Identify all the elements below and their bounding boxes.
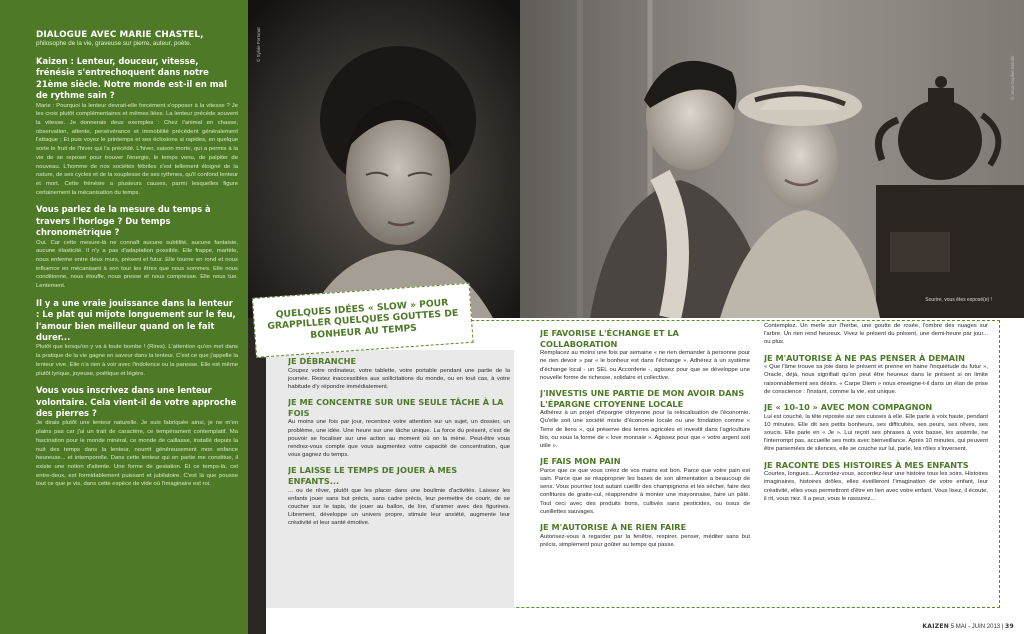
tip-body: Lui est couché, la tête reposée sur ses cuisses à elle. Elle parle à voix haute, pendant 10 minutes. Elle dit ses petits bonheurs, ses difficultés, ses peurs, ses rêves, ses soucis. Elle parle en « Je ». Lui reçoit ses phrases à voix basse, les assimile, ne l'interrompt pas, accueille ses mots avec bienveillance. Après 10 minutes, qui peuvent être parsemées de silences, elle se couche sur lui, parle, les rôles s'inversent. (764, 413, 988, 453)
tip-title: JE FAIS MON PAIN (540, 456, 621, 467)
photo-caption: Sourire, vous êtes exposé(e) ! (925, 297, 992, 303)
tip-body: Contemplez. Un merle sur l'herbe, une goutte de rosée, l'ombre des nuages sur l'arbre. Un rien rend heureux. Vivez le présent du présent, une demi-heure par jour... ou plus. (764, 323, 988, 346)
answer: Plutôt que lorsqu'on y va à toute bombe ! (Rires). L'attention qu'on met dans la pratique de la vie gagne en saveur dans la lenteur. C'est ce que j'appelle la lenteur vive. Elle n'a rien à voir avec l'indolence ou la paresse. Elle est même plutôt lyrique, joyeuse, poétique et légère. (36, 344, 238, 377)
tip-title: JE FAVORISE L'ÉCHANGE ET LA COLLABORATION (540, 328, 679, 349)
tip-body: ... ou de rêver, plutôt que les placer dans une boulimie d'activités. Laissez les enfants jouer sans but précis, sans cadre précis, leur permettre de courir, de se coucher sur le tapis, de jouer au ballon, de lire, d'animer avec des figurines. Librement, développe un univers propre, stimule leur anxiété, augmente leur créativité et leur santé émotive. (288, 487, 510, 527)
question: Il y a une vraie jouissance dans la lenteur : Le plat qui mijote longuement sur le feu, l'amour bien meilleur quand on le fait durer... (36, 297, 236, 343)
tips-column-1 (288, 350, 510, 608)
photo-credit-left: © Sylvie Fortunat (256, 27, 261, 62)
banner-title: QUELQUES IDÉES « SLOW » POUR GRAPPILLER QUELQUES GOUTTES DE BONHEUR AU TEMPS (267, 297, 459, 341)
tip-title: JE RACONTE DES HISTOIRES À MES ENFANTS (764, 459, 969, 470)
tip-body: Remplacez au moins une fois par semaine « ne rien demander à personne pour ne rien devoir » par « le bonheur est dans l'échange ». Adhérez à un système d'échange local - un SEL ou Accorderie -, agissez pour que se développe une nouvelle forme de richesse, solidaire et collective. (540, 350, 750, 381)
tip-body: Courtes, longues... Accordez-vous, accordez-leur une histoire tous les soirs. Histoires imaginaires, histoires drôles, elles éveilleront l'imagination de votre enfant, leur créativité, elles vous permettront d'être en lien avec votre enfant. Vous lisez, il écoute, il rit, vous riez. Il a peur, vous le rassurez... (764, 471, 988, 502)
answer: Oui. Car cette mesure-là ne connaît aucune subtilité, aucune fantaisie, aucune élasticité. Il n'y a pas d'adaptation possible. Elle frappe, martèle, nous enferme entre deux murs, présent et futur. Elle tourne en rond et nous influence en mécanisant à son tour les êtres que nous sommes. Elle nous conditionne, nous étouffe, nous presse et nous compresse. Elle nous tue. Lentement. (36, 239, 238, 290)
photo-bleed-strip (248, 318, 266, 634)
tips-column-2 (540, 322, 750, 608)
photo-area (248, 0, 1024, 318)
tip-title: J'INVESTIS UNE PARTIE DE MON AVOIR DANS L'ÉPARGNE CITOYENNE LOCALE (540, 388, 745, 409)
tip-title: JE LAISSE LE TEMPS DE JOUER À MES ENFANTS... (288, 465, 458, 486)
tip-body: Adhérez à un projet d'épargne citoyenne pour la relocalisation de l'économie. Qu'elle soit une société mixte d'économie locale ou une fondation comme « Terre de liens », qui préserve des terres agricoles et investit dans l'agriculture bio, ou sous la forme de « love monnaie ». Agissez pour que « votre argent soit utile ». (540, 410, 750, 449)
question: Kaizen : Lenteur, douceur, vitesse, frénésie s'entrechoquent dans notre 21ème siècle. Notre monde est-il en mal de rythme sain ? (36, 56, 227, 101)
photo-credit-right: © Jean-Sophie Moulin (1010, 55, 1015, 100)
tip-body: Parce que ce que vous créez de vos mains est bon. Parce que votre pain est sain. Parce que se réapproprier les bases de son alimentation a beaucoup de sens. Vous pourriez tout autant cueillir des champignons et les sécher, faire des confitures de gratte-cul, réapprendre à monter une mayonnaise, faire un pâté. Tout ceci avec des produits bons, cultivés sans pesticides, ou issus de cueillettes sauvages. (540, 467, 750, 515)
tip-body: Autorisez-vous à regarder par la fenêtre, respirer, penser, méditer sans but précis, simplement pour goûter au temps qui passe. (540, 533, 750, 548)
woman-portrait-photo (248, 0, 520, 318)
interview-heading: DIALOGUE AVEC MARIE CHASTEL, (36, 30, 204, 40)
tip-title: JE ME CONCENTRE SUR UNE SEULE TÂCHE À LA FOIS (288, 397, 504, 418)
page-number: 39 (1005, 623, 1014, 630)
tips-column-3 (764, 322, 988, 608)
tip-title: JE M'AUTORISE À NE RIEN FAIRE (540, 522, 687, 533)
answer: Je dirais plutôt une lenteur naturelle. Je suis fabriquée ainsi, je ne m'en plains pas car j'ai un trait de caractère, ce tempérament contemplatif. Ma fascination pour le monde minéral, ce monde de caillasse, installé depuis la nuit des temps dans la lenteur, nourrit généreusement mon enfance heureuse... et intemporelle. Dans cette lenteur qui en partie me constitue, il existe une notion d'attente. Une forme de gestation. Et ce temps-là, cet entre-deux, est formidablement puissant et jubilatoire. C'est là que pousse tout ce que je vis, dans cette espèce de vide où l'imaginaire est roi. (36, 420, 238, 488)
page-footer: KAIZEN 5 MAI - JUIN 2013 | 39 (922, 623, 1014, 630)
issue-info: 5 MAI - JUIN 2013 (950, 624, 1001, 630)
tip-title: JE « 10-10 » AVEC MON COMPAGNON (764, 402, 933, 413)
tip-body: « Que l'âme trouve sa joie dans le présent et prenne en haine l'inquiétude du futur », Oracle, déjà, nous signifiait qu'on peut être heureux dans le présent si on limite raisonnablement ses désirs. « Carpe Diem » nous enseigne-t-il dans un élan de prise de conscience : l'instant, comme la vie, est unique. (764, 364, 988, 395)
tip-title: JE M'AUTORISE À NE PAS PENSER À DEMAIN (764, 352, 965, 363)
question: Vous parlez de la mesure du temps à travers l'horloge ? Du temps chronométrique ? (36, 204, 211, 238)
couple-photo (520, 0, 1024, 318)
question: Vous vous inscrivez dans une lenteur volontaire. Cela vient-il de votre approche des pierres ? (36, 385, 237, 419)
magazine-name: KAIZEN (922, 623, 950, 630)
interviewee-description: philosophe de la vie, graveuse sur pierre, auteur, poète. (36, 40, 192, 47)
answer: Marie : Pourquoi la lenteur devrait-elle forcément s'opposer à la vitesse ? Je les crois plutôt complémentaires et mêmes liées. La lenteur précède souvent la vitesse. Je donnerais deux exemples : Chez l'animal en chasse, observation, attente, persévérance et immobilité précèdent généralement l'attaque ; Et puis voyez le printemps et ses éclosions si rapides, en quelque sorte le fruit de l'hiver qui l'a précédé. L'hiver, saison morte, qui a permis à la vie de se reposer pour trouver l'énergie, le temps venu, de palpiter de nouveau. L'homme de nos sociétés fébriles s'est tellement éloigné de la nature, de ses cycles et de la souplesse de ses rythmes, qu'il confond lenteur et mort. Cette frénésie a plusieurs causes, parmi lesquelles figure certainement la mécanisation du temps. (36, 102, 238, 196)
tip-title: JE DÉBRANCHE (288, 356, 357, 366)
tip-body: Coupez votre ordinateur, votre tablette, votre portable pendant une partie de la journée. Restez inaccessibles aux sollicitations du monde, ou en tout cas, à votre habitude d'y répondre immédiatement. (288, 367, 510, 390)
tip-body: Au moins une fois par jour, recentrez votre attention sur un sujet, un dossier, un problème, une idée. Une heure sur une tâche unique. La force du présent, c'est de pouvoir se focaliser sur une action au moment où on la mène. Peut-être vous rendrez-vous compte que vous augmentez votre capacité de concentration, que vous gagnez du temps. (288, 419, 510, 459)
interview-column (0, 0, 248, 634)
